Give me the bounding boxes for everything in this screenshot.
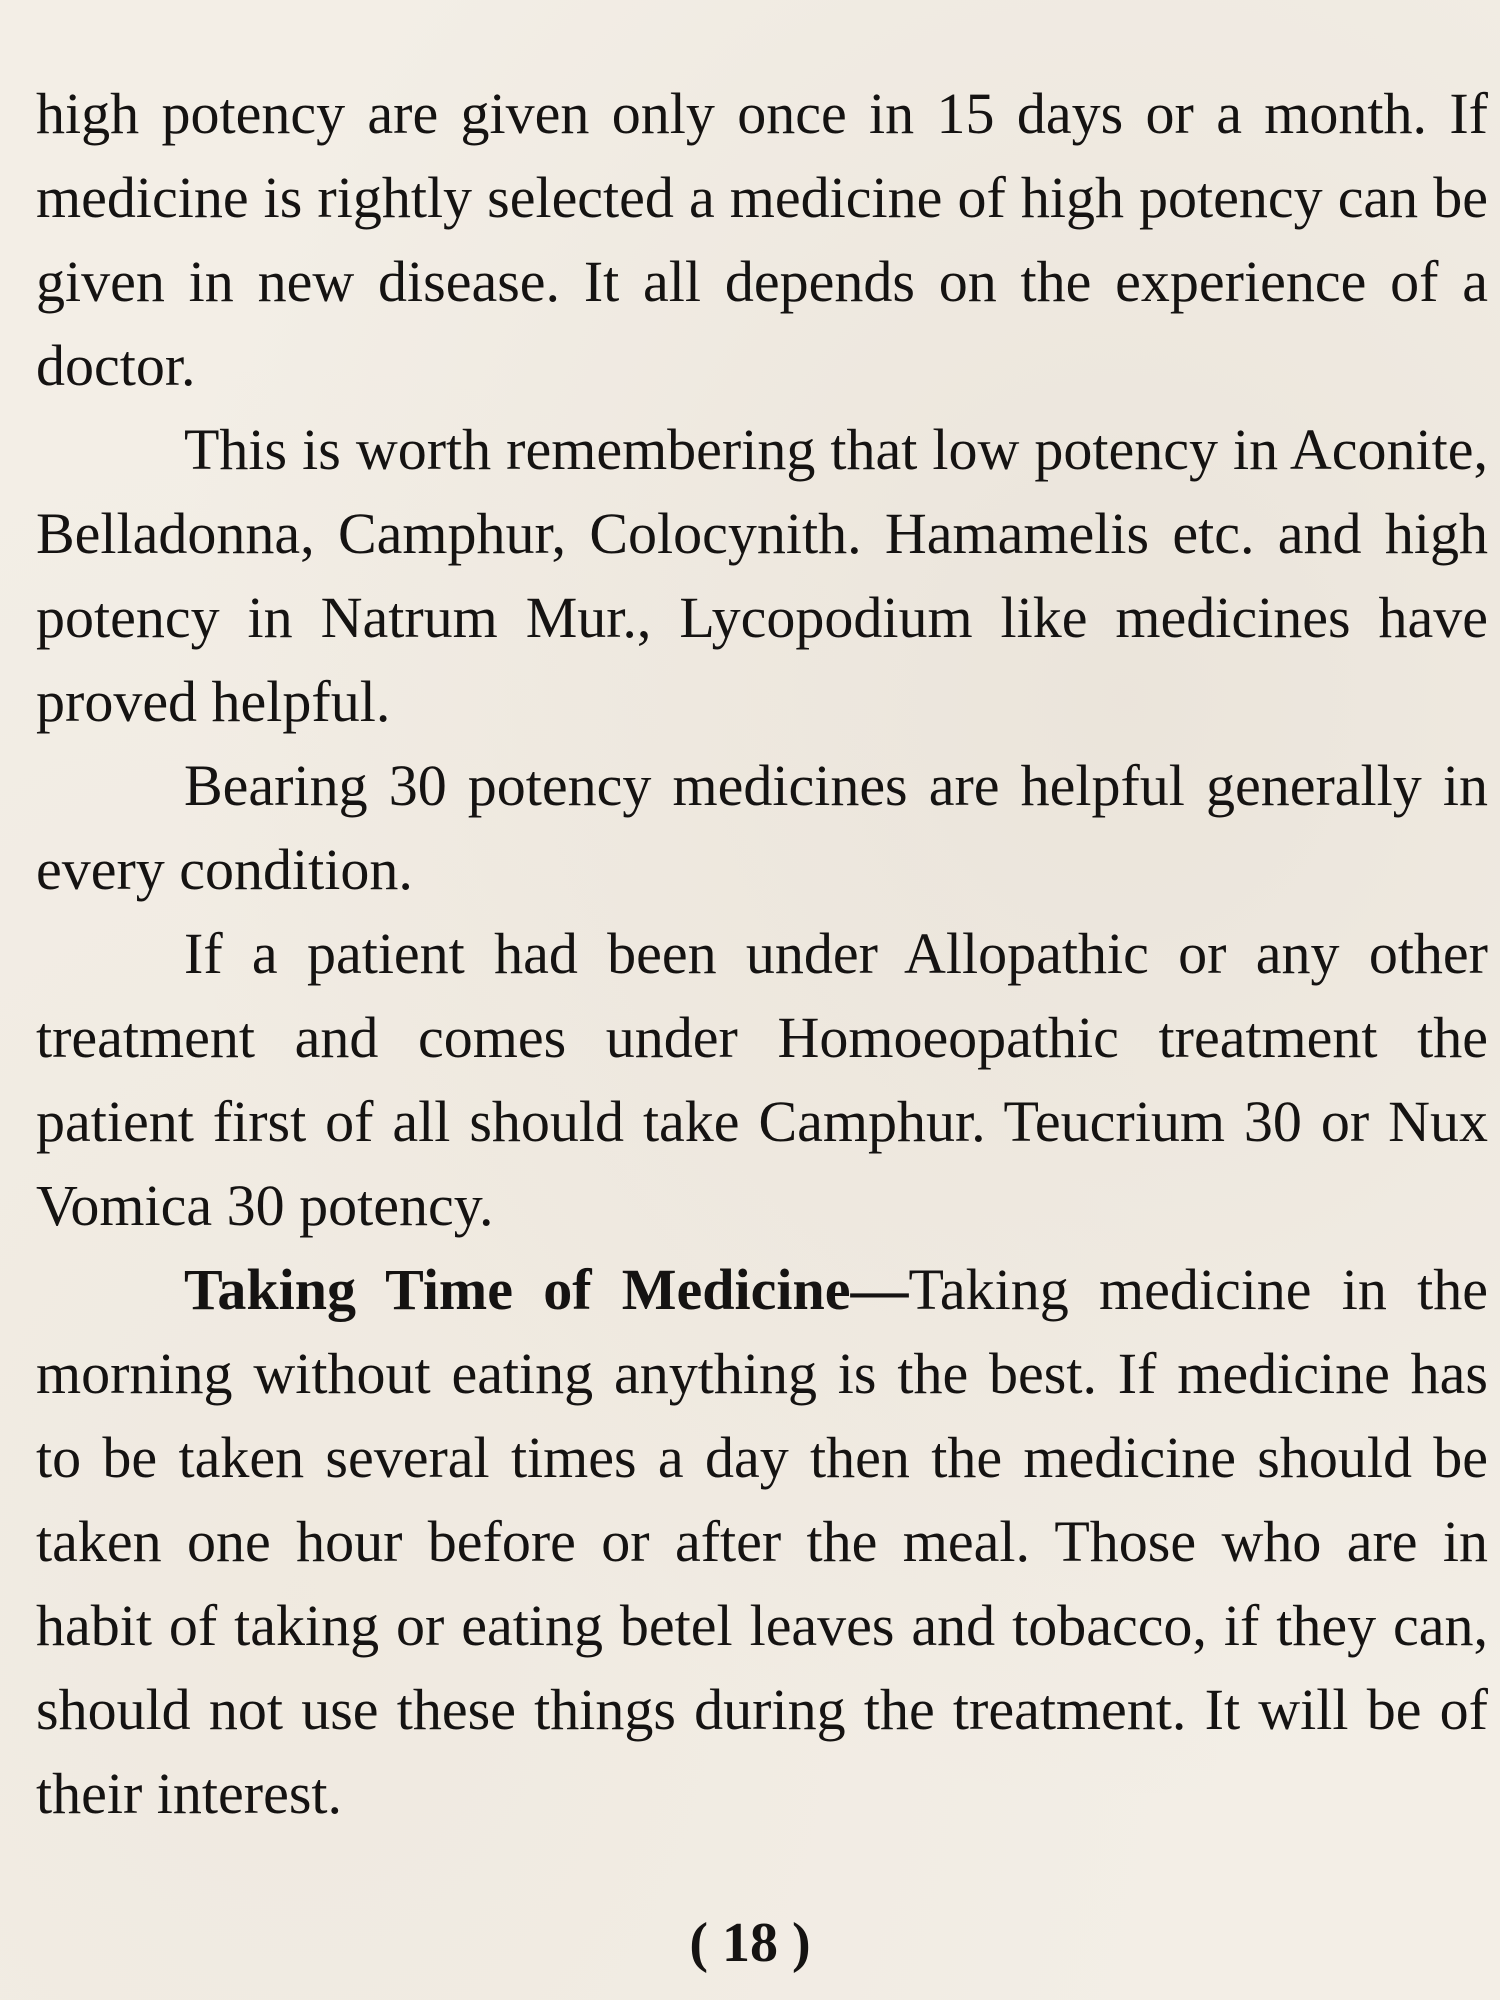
- body-text: [36, 72, 1488, 1836]
- paragraph-text: If a patient had been under Allopathic or any other treatment and comes under Homoeopathic treatment the patient first of all should take Camphur. Teucrium 30 or Nux Vomica 30 potency.: [36, 921, 1488, 1238]
- paragraph-potency-note: [36, 408, 1488, 744]
- paragraph-continuation: [36, 72, 1488, 408]
- paragraph-text: This is worth remembering that low potency in Aconite, Belladonna, Camphur, Colocynith. Hamamelis etc. and high potency in Natrum Mur., Lycopodium like medicines have proved helpful.: [36, 417, 1488, 734]
- paragraph-taking-time: [36, 1248, 1488, 1836]
- page-number: ( 18 ): [689, 1912, 811, 1974]
- paragraph-text: Bearing 30 potency medicines are helpful generally in every condition.: [36, 753, 1488, 902]
- paragraph-text: Taking medicine in the morning without eating anything is the best. If medicine has to be taken several times a day then the medicine should be taken one hour before or after the meal. Those who are in habit of taking or eating betel leaves and tobacco, if they can, should not use these things during the treatment. It will be of their interest.: [36, 1257, 1488, 1826]
- paragraph-bearing-potency: [36, 744, 1488, 912]
- section-heading: Taking Time of Medicine—: [184, 1257, 909, 1322]
- paragraph-text: high potency are given only once in 15 days or a month. If medicine is rightly selected a medicine of high potency can be given in new disease. It all depends on the experience of a doctor.: [36, 81, 1488, 398]
- paragraph-previous-treatment: [36, 912, 1488, 1248]
